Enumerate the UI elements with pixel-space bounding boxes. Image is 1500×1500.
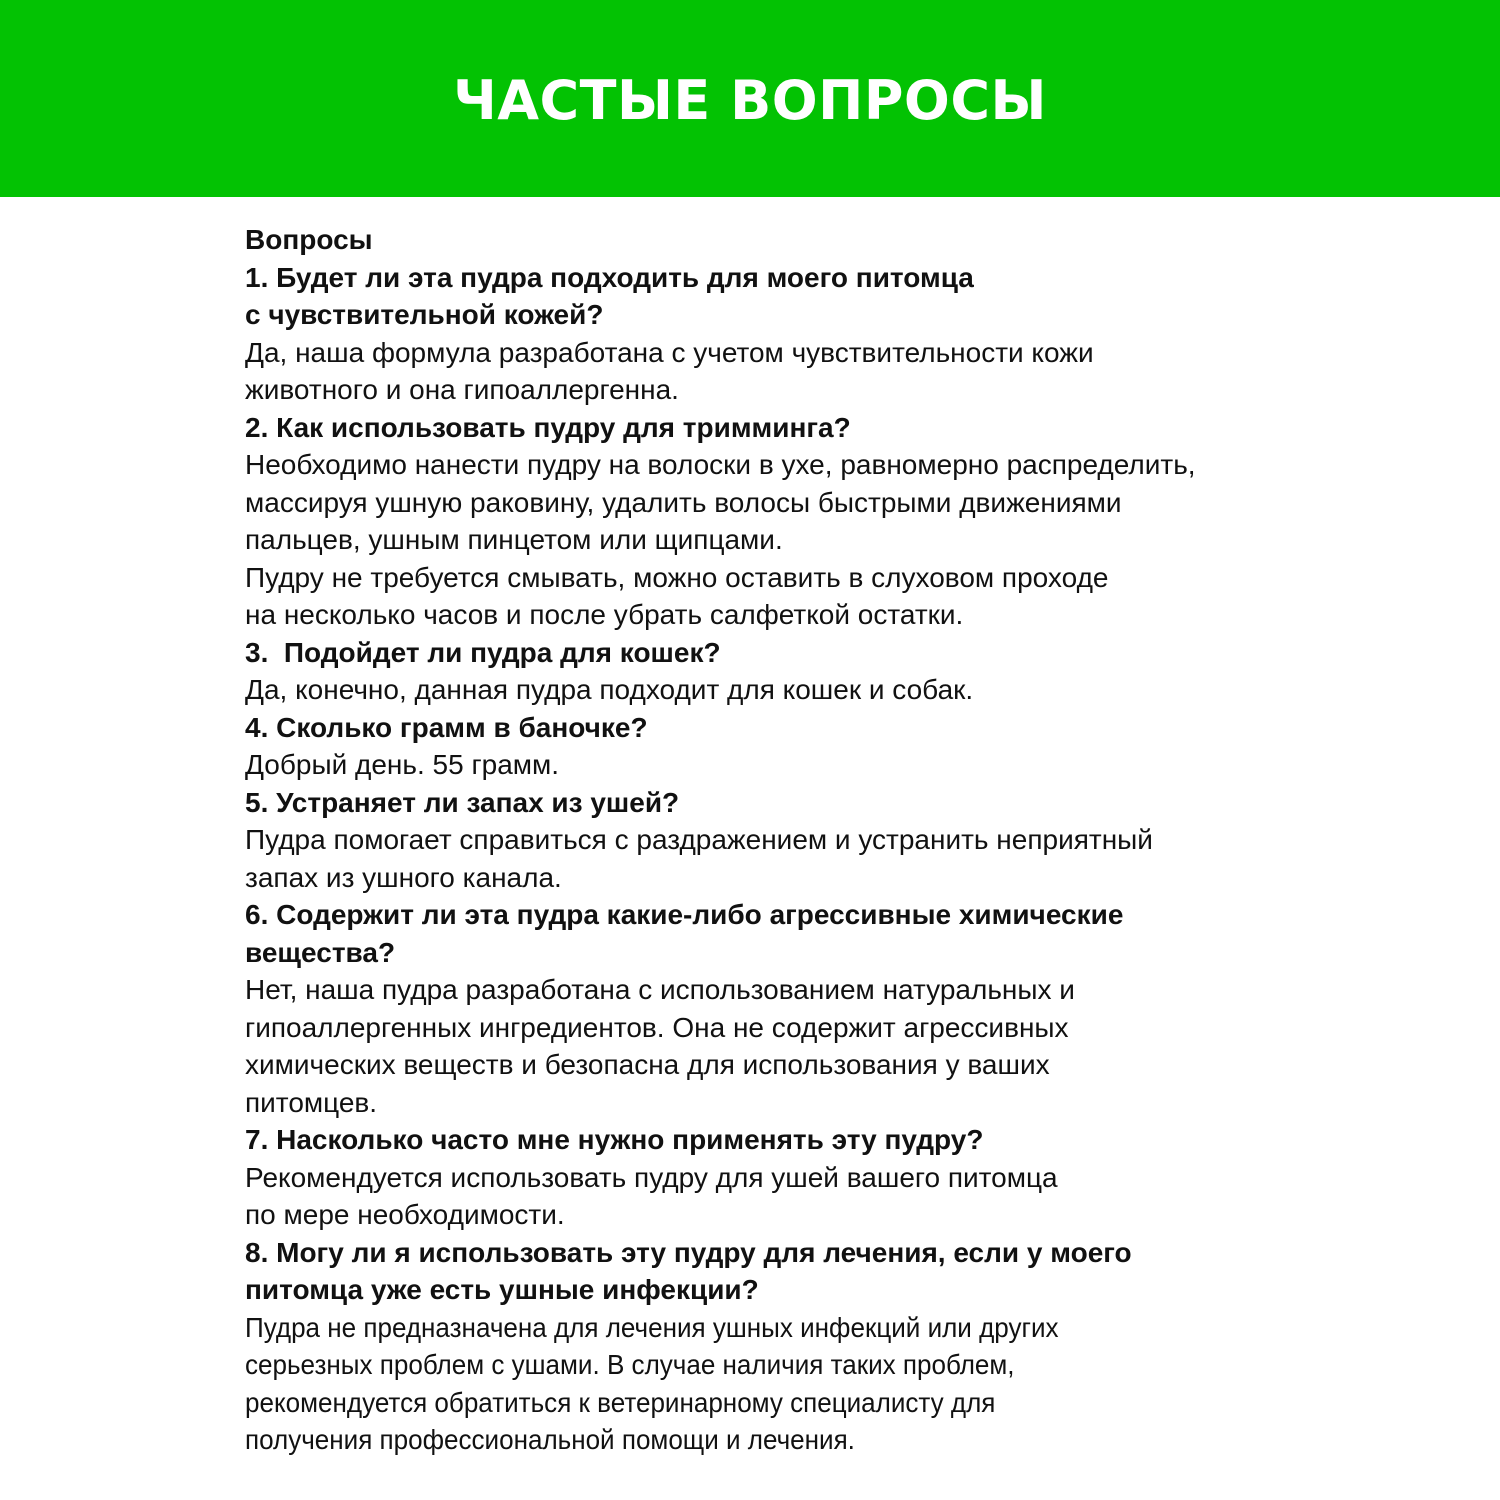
faq-answer-5-line-2: запах из ушного канала. bbox=[245, 861, 562, 893]
faq-item-7 bbox=[245, 1121, 1345, 1234]
faq-item-2 bbox=[245, 409, 1345, 634]
faq-question-7-line-1: 7. Насколько часто мне нужно применять эту пудру? bbox=[245, 1124, 984, 1155]
faq-answer-2-line-3: пальцев, ушным пинцетом или щипцами. bbox=[245, 524, 783, 555]
faq-answer-8-line-2: серьезных проблем с ушами. В случае наличия таких проблем, bbox=[245, 1349, 1015, 1380]
faq-item-8 bbox=[245, 1234, 1345, 1459]
faq-answer-8-line-3: рекомендуется обратиться к ветеринарному специалисту для bbox=[245, 1386, 996, 1418]
faq-question-8-line-1: 8. Могу ли я использовать эту пудру для лечения, если у моего bbox=[245, 1236, 1132, 1268]
faq-item-5 bbox=[245, 784, 1345, 897]
faq-item-4 bbox=[245, 709, 1345, 784]
faq-answer-1-line-2: животного и она гипоаллергенна. bbox=[245, 374, 679, 405]
faq-section bbox=[245, 221, 1345, 1459]
faq-answer-6-line-1: Нет, наша пудра разработана с использованием натуральных и bbox=[245, 974, 1075, 1005]
faq-question-3-line-1: 3. Подойдет ли пудра для кошек? bbox=[245, 636, 721, 668]
faq-answer-2-line-5: на несколько часов и после убрать салфеткой остатки. bbox=[245, 599, 964, 630]
faq-answer-2-line-2: массируя ушную раковину, удалить волосы быстрыми движениями bbox=[245, 486, 1122, 518]
faq-answer-5-line-1: Пудра помогает справиться с раздражением и устранить неприятный bbox=[245, 824, 1153, 855]
faq-answer-6-line-4: питомцев. bbox=[245, 1086, 378, 1118]
faq-answer-7-line-2: по мере необходимости. bbox=[245, 1199, 565, 1230]
faq-answer-2-line-4: Пудру не требуется смывать, можно оставить в слуховом проходе bbox=[245, 561, 1109, 593]
header-banner bbox=[0, 0, 1500, 197]
faq-answer-7-line-1: Рекомендуется использовать пудру для ушей вашего питомца bbox=[245, 1161, 1058, 1193]
faq-question-6-line-1: 6. Содержит ли эта пудра какие-либо агрессивные химические bbox=[245, 899, 1124, 930]
faq-question-6-line-2: вещества? bbox=[245, 936, 396, 968]
faq-question-1-line-1: 1. Будет ли эта пудра подходить для моего питомца bbox=[245, 261, 974, 293]
faq-answer-4-line-1: Добрый день. 55 грамм. bbox=[245, 749, 560, 780]
faq-answer-6-line-2: гипоаллергенных ингредиентов. Она не содержит агрессивных bbox=[245, 1011, 1069, 1043]
faq-question-8-line-2: питомца уже есть ушные инфекции? bbox=[245, 1274, 759, 1305]
faq-answer-8-line-1: Пудра не предназначена для лечения ушных инфекций или других bbox=[245, 1311, 1059, 1343]
faq-heading: Вопросы bbox=[245, 224, 373, 255]
faq-item-1 bbox=[245, 259, 1345, 409]
page-title: ЧАСТЫЕ ВОПРОСЫ bbox=[453, 69, 1047, 132]
faq-item-3 bbox=[245, 634, 1345, 709]
faq-question-2-line-1: 2. Как использовать пудру для тримминга? bbox=[245, 411, 851, 443]
faq-question-1-line-2: с чувствительной кожей? bbox=[245, 299, 604, 330]
faq-question-5-line-1: 5. Устраняет ли запах из ушей? bbox=[245, 786, 680, 818]
faq-answer-6-line-3: химических веществ и безопасна для использования у ваших bbox=[245, 1049, 1050, 1080]
faq-answer-8-line-4: получения профессиональной помощи и лечения. bbox=[245, 1424, 855, 1455]
faq-answer-2-line-1: Необходимо нанести пудру на волоски в ухе, равномерно распределить, bbox=[245, 449, 1196, 480]
faq-answer-1-line-1: Да, наша формула разработана с учетом чувствительности кожи bbox=[245, 336, 1094, 368]
faq-question-4-line-1: 4. Сколько грамм в баночке? bbox=[245, 711, 648, 743]
faq-item-6 bbox=[245, 896, 1345, 1121]
faq-answer-3-line-1: Да, конечно, данная пудра подходит для кошек и собак. bbox=[245, 674, 974, 705]
